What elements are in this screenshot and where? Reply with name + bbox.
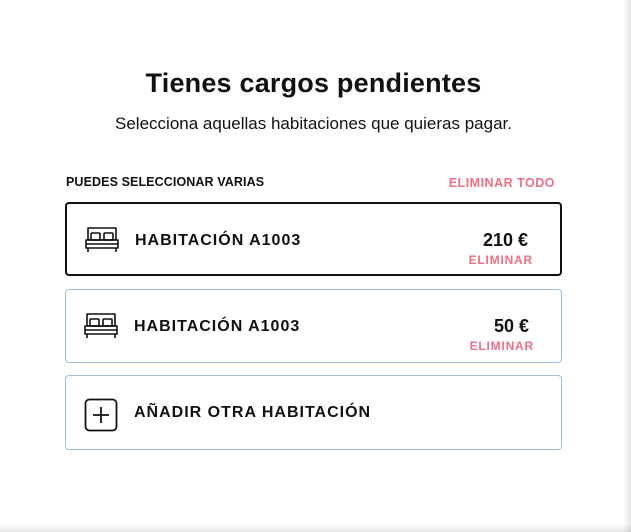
room-item[interactable]	[65, 289, 562, 363]
page-shadow	[0, 524, 631, 532]
add-room-button[interactable]	[65, 375, 562, 450]
room-price: 210 €	[482, 230, 528, 250]
room-name: HABITACIÓN A1003	[134, 318, 301, 335]
room-item[interactable]	[65, 202, 562, 276]
bed-icon	[85, 226, 119, 254]
remove-all-link[interactable]: ELIMINAR TODO	[448, 176, 555, 190]
remove-room-link[interactable]: ELIMINAR	[469, 339, 534, 353]
add-room-label: AÑADIR OTRA HABITACIÓN	[134, 404, 372, 421]
room-name: HABITACIÓN A1003	[135, 232, 302, 249]
room-price: 50 €	[493, 316, 529, 336]
bed-icon	[84, 312, 118, 340]
plus-square-icon	[84, 398, 118, 432]
page-subtitle: Selecciona aquellas habitaciones que quieras pagar.	[115, 114, 512, 133]
section-label: PUEDES SELECCIONAR VARIAS	[66, 175, 265, 189]
remove-room-link[interactable]: ELIMINAR	[468, 253, 533, 267]
page-title: Tienes cargos pendientes	[145, 68, 482, 98]
